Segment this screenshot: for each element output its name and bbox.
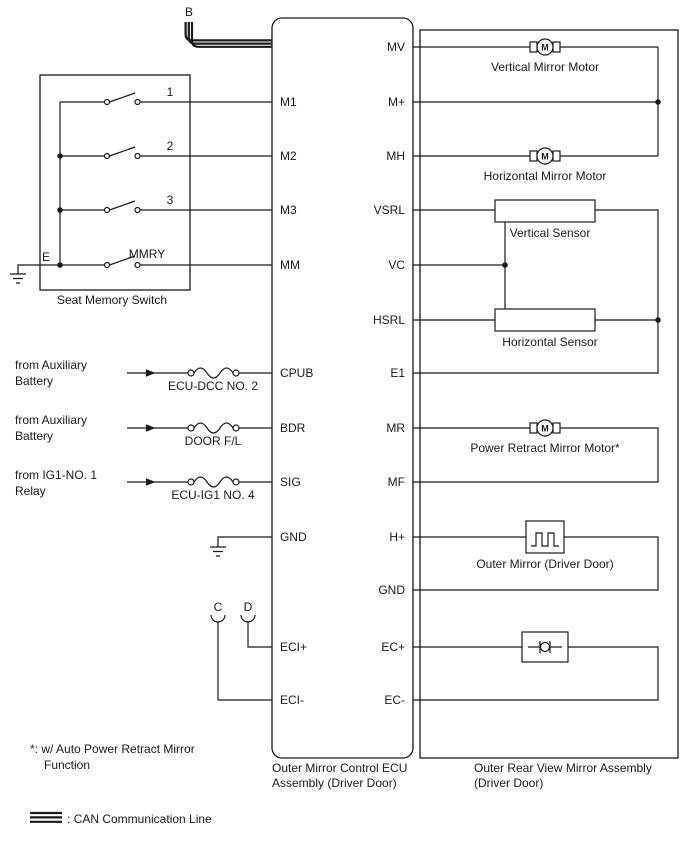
component-label: Horizontal Mirror Motor bbox=[483, 169, 607, 183]
legend-text: : CAN Communication Line bbox=[67, 812, 212, 826]
ecu-caption: Assembly (Driver Door) bbox=[272, 776, 397, 790]
ground-symbol bbox=[10, 274, 26, 283]
can-legend bbox=[30, 812, 212, 826]
terminal-label: H+ bbox=[389, 530, 405, 544]
footnote-text: Function bbox=[44, 758, 91, 772]
arrow-icon bbox=[146, 369, 156, 377]
contact-icon bbox=[105, 208, 110, 213]
terminal-label: GND bbox=[280, 530, 307, 544]
terminal-label: EC- bbox=[384, 693, 405, 707]
terminal-label: GND bbox=[378, 583, 405, 597]
terminal-label: ECI+ bbox=[280, 640, 308, 654]
feed-source-text: Battery bbox=[15, 374, 54, 388]
terminal-label: SIG bbox=[280, 475, 301, 489]
contact-icon bbox=[135, 208, 140, 213]
feed-source-text: from Auxiliary bbox=[15, 358, 88, 372]
contact-icon bbox=[105, 263, 110, 268]
motor-brush-icon bbox=[530, 42, 537, 52]
fuse-terminal-icon bbox=[188, 479, 194, 485]
junction-dot bbox=[57, 153, 63, 159]
heater-box bbox=[526, 521, 564, 553]
terminal-label: M+ bbox=[387, 95, 405, 109]
can-communication-line bbox=[185, 5, 272, 47]
can-line-stripe bbox=[186, 22, 272, 40]
fuse-icon bbox=[194, 423, 233, 433]
power-feed-cpub bbox=[15, 358, 272, 393]
junction-dot bbox=[655, 317, 661, 323]
terminal-label: MV bbox=[387, 40, 405, 54]
terminal-label: MR bbox=[386, 421, 405, 435]
seat-memory-switch-box bbox=[40, 75, 190, 290]
switch-label: MMRY bbox=[128, 247, 166, 261]
fuse-terminal-icon bbox=[188, 370, 194, 376]
motor-letter: M bbox=[541, 423, 549, 434]
feed-source-text: from Auxiliary bbox=[15, 413, 88, 427]
terminal-label: HSRL bbox=[372, 313, 405, 327]
component-label: Horizontal Sensor bbox=[502, 335, 598, 349]
arrow-icon bbox=[146, 424, 156, 432]
motor-letter: M bbox=[541, 151, 549, 162]
seat-memory-switch-label: Seat Memory Switch bbox=[56, 293, 168, 307]
terminal-label: MH bbox=[386, 149, 405, 163]
feed-source-text: Relay bbox=[15, 484, 46, 498]
terminal-label: E1 bbox=[390, 366, 405, 380]
connector-d bbox=[241, 600, 272, 647]
component-label: Outer Mirror (Driver Door) bbox=[476, 557, 614, 571]
contact-icon bbox=[135, 154, 140, 159]
fuse-icon bbox=[194, 368, 233, 378]
switch-label: 3 bbox=[166, 193, 174, 207]
sensor-box bbox=[495, 200, 595, 222]
motor-brush-icon bbox=[530, 423, 537, 433]
terminal-label: MF bbox=[387, 475, 405, 489]
can-line-sample-icon bbox=[30, 813, 62, 822]
feed-source-text: Battery bbox=[15, 429, 54, 443]
fuse-terminal-icon bbox=[188, 425, 194, 431]
motor-brush-icon bbox=[553, 42, 560, 52]
junction-dot bbox=[655, 99, 661, 105]
fuse-label: ECU-IG1 NO. 4 bbox=[171, 488, 255, 502]
footnote bbox=[30, 742, 195, 772]
ecu-caption: Outer Mirror Control ECU bbox=[272, 761, 408, 775]
fuse-label: ECU-DCC NO. 2 bbox=[167, 379, 259, 393]
fuse-terminal-icon bbox=[233, 425, 239, 431]
fuse-label: DOOR F/L bbox=[184, 434, 242, 448]
terminal-label: VSRL bbox=[373, 203, 405, 217]
wire-to-eci-minus bbox=[218, 622, 272, 700]
horizontal-sensor bbox=[495, 309, 598, 349]
junction-dot bbox=[502, 262, 508, 268]
switch-label: 2 bbox=[166, 139, 174, 153]
ecu-ground bbox=[210, 537, 272, 556]
can-branch-label: B bbox=[184, 5, 194, 19]
ec-mirror-element bbox=[522, 632, 568, 662]
ground-symbol bbox=[210, 547, 226, 556]
terminal-label: M3 bbox=[280, 203, 297, 217]
junction-dot bbox=[57, 207, 63, 213]
connector-icon bbox=[241, 615, 255, 622]
component-label: Power Retract Mirror Motor* bbox=[470, 441, 620, 455]
motor-brush-icon bbox=[553, 151, 560, 161]
fuse-icon bbox=[194, 477, 233, 487]
ground-point-label: E bbox=[41, 250, 51, 264]
connector-label: C bbox=[213, 600, 223, 614]
ground-wire bbox=[218, 537, 272, 547]
terminal-label: M2 bbox=[280, 149, 297, 163]
mirror-assembly-caption: Outer Rear View Mirror Assembly bbox=[474, 761, 652, 775]
contact-icon bbox=[135, 263, 140, 268]
arrow-icon bbox=[146, 478, 156, 486]
vertical-sensor bbox=[495, 200, 595, 240]
terminal-label: BDR bbox=[280, 421, 306, 435]
contact-icon bbox=[105, 100, 110, 105]
terminal-label: CPUB bbox=[280, 366, 314, 380]
motor-brush-icon bbox=[530, 151, 537, 161]
component-label: Vertical Mirror Motor bbox=[490, 60, 600, 74]
terminal-label: VC bbox=[388, 258, 405, 272]
feed-source-text: from IG1-NO. 1 bbox=[15, 468, 98, 482]
motor-letter: M bbox=[541, 42, 549, 53]
terminal-label: M1 bbox=[280, 95, 297, 109]
switch-label: 1 bbox=[166, 85, 174, 99]
terminal-label: MM bbox=[280, 258, 300, 272]
fuse-terminal-icon bbox=[233, 370, 239, 376]
contact-icon bbox=[105, 154, 110, 159]
fuse-terminal-icon bbox=[233, 479, 239, 485]
component-label: Vertical Sensor bbox=[509, 226, 591, 240]
sensor-box bbox=[495, 309, 595, 331]
ec-element-circle-icon bbox=[541, 643, 550, 652]
footnote-text: *: w/ Auto Power Retract Mirror bbox=[30, 742, 195, 756]
connector-icon bbox=[211, 615, 225, 622]
connector-label: D bbox=[243, 600, 253, 614]
motor-brush-icon bbox=[553, 423, 560, 433]
power-feed-bdr bbox=[15, 413, 272, 448]
terminal-label: EC+ bbox=[381, 640, 405, 654]
mirror-assembly-caption: (Driver Door) bbox=[474, 776, 544, 790]
power-feed-sig bbox=[15, 468, 272, 502]
contact-icon bbox=[135, 100, 140, 105]
terminal-label: ECI- bbox=[280, 693, 304, 707]
box-captions bbox=[272, 761, 652, 790]
wire-to-eci-plus bbox=[248, 622, 272, 647]
junction-dot bbox=[57, 262, 63, 268]
